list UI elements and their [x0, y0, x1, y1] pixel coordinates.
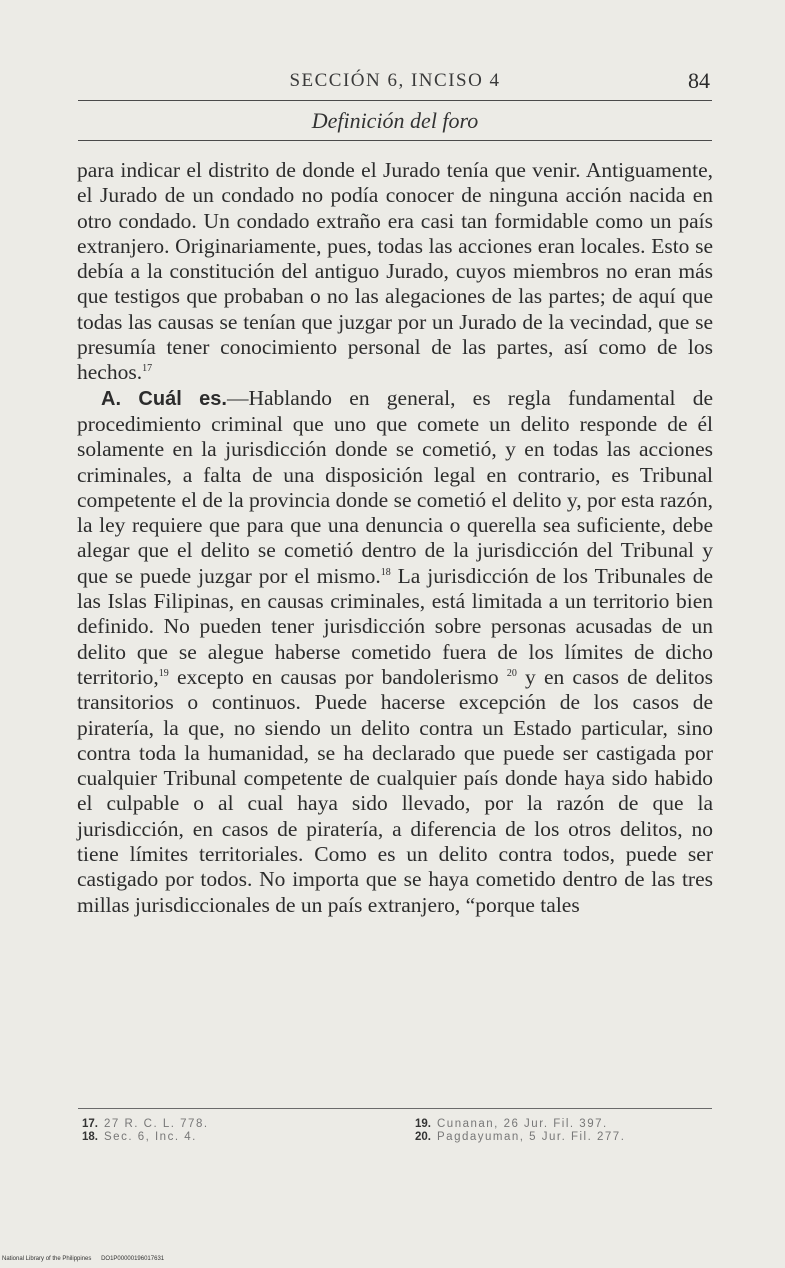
paragraph-1-text: para indicar el distrito de donde el Jurado tenía que venir. Antiguamente, el Jurado de un condado no podía conocer de ninguna acción nacida en otro condado. Un condado extraño era casi tan formidable como un país extranjero. Originariamente, pues, todas las acciones eran locales. Esto se debía a la constitución del antiguo Jurado, cuyos miembros no eran más que testigos que probaban o no las alegaciones de las partes; de aquí que todas las causas se tenían que juzgar por un Jurado de la vecindad, que se presumía tener conocimiento personal de las partes, así como de los hechos. — [77, 158, 713, 385]
footnote-divider — [78, 1108, 712, 1109]
footnote-ref-19: 19 — [158, 667, 169, 679]
footnote-number: 20. — [415, 1131, 431, 1143]
scan-footer — [2, 1256, 172, 1262]
paragraph-2-text-c: excepto en causas por bandolerismo — [168, 664, 499, 689]
footnote-text: Pagdayuman, 5 Jur. Fil. 277. — [437, 1131, 626, 1143]
library-credit: National Library of the Philippines — [2, 1256, 92, 1262]
paragraph-2-text-d: y en casos de delitos transitorios o continuos. Puede hacerse excepción de los casos de piratería, la que, no siendo un delito contra un Estado particular, sino contra toda la humanidad, se ha declarado que puede ser castigada por cualquier Tribunal competente de cualquier país donde haya sido habido el culpable o al cual haya sido llevado, por la razón de que la jurisdicción, en casos de piratería, a diferencia de los otros delitos, no tiene límites territoriales. Como es un delito contra todos, puede ser castigado por todos. No importa que se haya cometido dentro de las tres millas jurisdiccionales de un país extranjero, “porque tales — [77, 664, 713, 917]
footnote-item — [82, 1131, 382, 1144]
page-number: 84 — [688, 68, 710, 93]
section-title: SECCIÓN 6, INCISO 4 — [289, 70, 501, 91]
footnote-item — [82, 1118, 382, 1131]
paragraph-2-text-b: La jurisdicción de los Tribunales de las Islas Filipinas, en causas criminales, está limitada a un territorio bien definido. No pueden tener jurisdicción sobre personas acusadas de un delito que se alegue haberse cometido fuera de los límites de dicho territorio, — [77, 563, 713, 689]
footnote-item — [415, 1118, 715, 1131]
footnote-ref-20: 20 — [506, 667, 517, 679]
body-text — [77, 158, 713, 918]
footnote-ref-17: 17 — [142, 363, 153, 375]
running-header — [78, 62, 712, 101]
page-subtitle: Definición del foro — [78, 102, 712, 141]
paragraph-2-text-a: —Hablando en general, es regla fundamental de procedimiento criminal que uno que comete un delito responde de él solamente en la jurisdicción donde se cometió, y en todas las acciones criminales, a falta de una disposición legal en contrario, es Tribunal competente el de la provincia donde se cometió el delito y, por esta razón, la ley requiere que para que una denuncia o querella sea suficiente, debe alegar que el delito se cometió dentro de la jurisdicción del Tribunal y que se puede juzgar por el mismo. — [77, 385, 713, 588]
scan-code: DO1P00000196017631 — [101, 1256, 165, 1262]
footnotes-right-column — [415, 1118, 715, 1144]
footnotes-left-column — [82, 1118, 382, 1144]
section-heading: A. Cuál es. — [101, 387, 227, 410]
paragraph-1 — [77, 158, 713, 386]
paragraph-2 — [77, 386, 713, 918]
footnote-text: Sec. 6, Inc. 4. — [104, 1131, 197, 1143]
footnote-number: 18. — [82, 1131, 98, 1143]
footnote-item — [415, 1131, 715, 1144]
footnote-number: 19. — [415, 1118, 431, 1130]
footnote-text: 27 R. C. L. 778. — [104, 1118, 209, 1130]
footnote-ref-18: 18 — [380, 566, 391, 578]
footnote-number: 17. — [82, 1118, 98, 1130]
footnote-text: Cunanan, 26 Jur. Fil. 397. — [437, 1118, 608, 1130]
